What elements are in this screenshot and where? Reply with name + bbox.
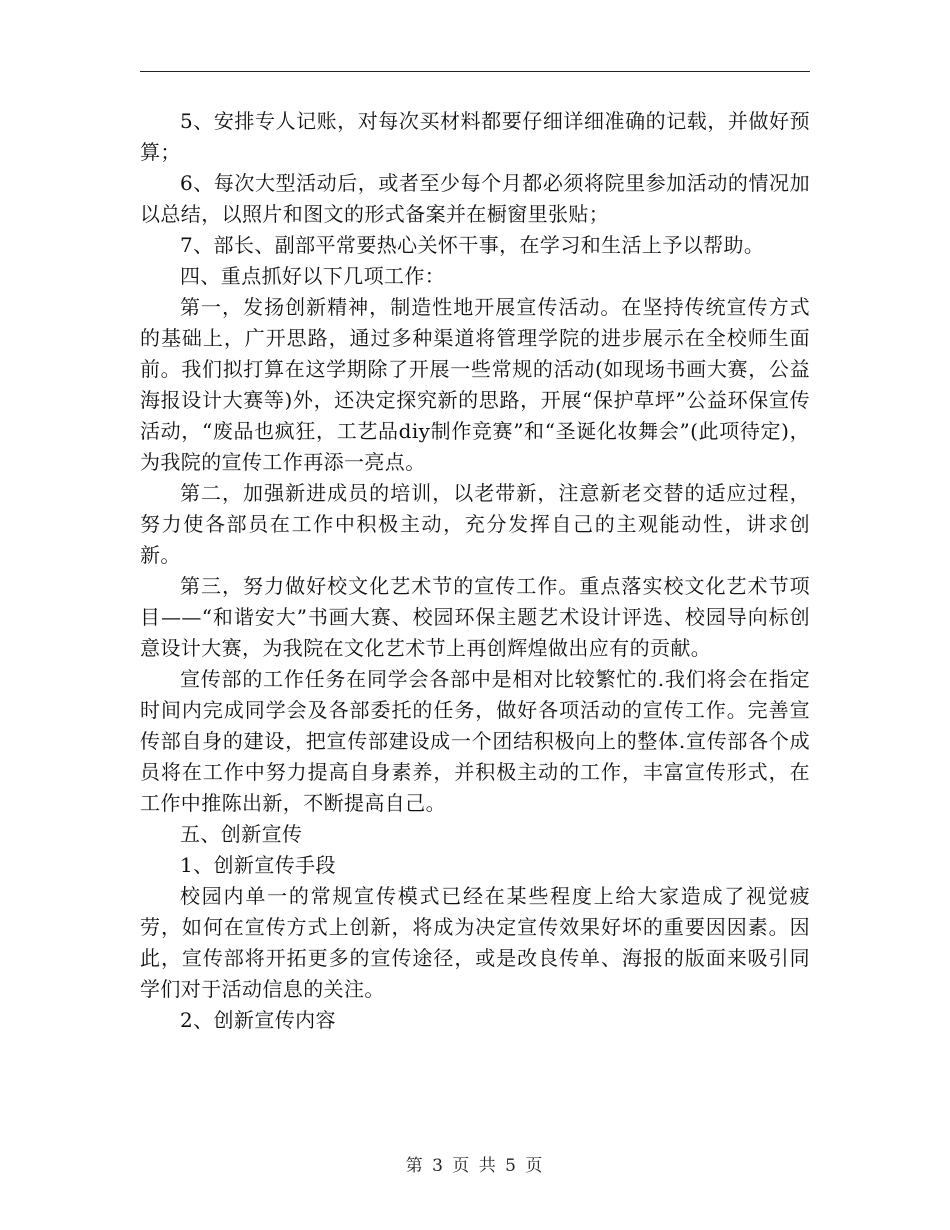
paragraph-item-7: 7、部长、副部平常要热心关怀干事，在学习和生活上予以帮助。 [180,233,765,257]
subheading-1: 1、创新宣传手段 [180,853,336,877]
paragraph-innovation-means: 校园内单一的常规宣传模式已经在某些程度上给大家造成了视觉疲劳，如何在宣传方式上创新，将成为决定宣传效果好坏的重要因因素。因此，宣传部将开拓更多的宣传途径，或是改良传单、海报的版面来吸引同学们对于活动信息的关注。 [140,884,810,1001]
section-heading-5: 五、创新宣传 [180,822,303,846]
page-footer: 第 3 页 共 5 页 [405,1156,545,1176]
body-text [140,106,810,1036]
paragraph-item-6: 6、每次大型活动后，或者至少每个月都必须将院里参加活动的情况加以总结，以照片和图文的形式备案并在橱窗里张贴； [140,171,810,226]
section-heading-4: 四、重点抓好以下几项工作： [180,264,446,288]
paragraph-item-5: 5、安排专人记账，对每次买材料都要仔细详细准确的记载，并做好预算； [140,109,810,164]
paragraph-summary: 宣传部的工作任务在同学会各部中是相对比较繁忙的.我们将会在指定时间内完成同学会及各部委托的任务，做好各项活动的宣传工作。完善宣传部自身的建设，把宣传部建设成一个团结积极向上的整体.宣传部各个成员将在工作中努力提高自身素养，并积极主动的工作，丰富宣传形式，在工作中推陈出新，不断提高自己。 [140,667,810,815]
header-rule [140,71,810,72]
paragraph-third: 第三，努力做好校文化艺术节的宣传工作。重点落实校文化艺术节项目——“和谐安大”书画大赛、校园环保主题艺术设计评选、校园导向标创意设计大赛，为我院在文化艺术节上再创辉煌做出应有的贡献。 [140,574,810,660]
subheading-2: 2、创新宣传内容 [180,1008,336,1032]
paragraph-second: 第二，加强新进成员的培训，以老带新，注意新老交替的适应过程，努力使各部员在工作中积极主动，充分发挥自己的主观能动性，讲求创新。 [140,481,810,567]
paragraph-first: 第一，发扬创新精神，制造性地开展宣传活动。在坚持传统宣传方式的基础上，广开思路，通过多种渠道将管理学院的进步展示在全校师生面前。我们拟打算在这学期除了开展一些常规的活动(如现场书画大赛，公益海报设计大赛等)外，还决定探究新的思路，开展“保护草坪”公益环保宣传活动，“废品也疯狂，工艺品diy制作竞赛”和“圣诞化妆舞会”(此项待定)，为我院的宣传工作再添一亮点。 [140,295,810,474]
